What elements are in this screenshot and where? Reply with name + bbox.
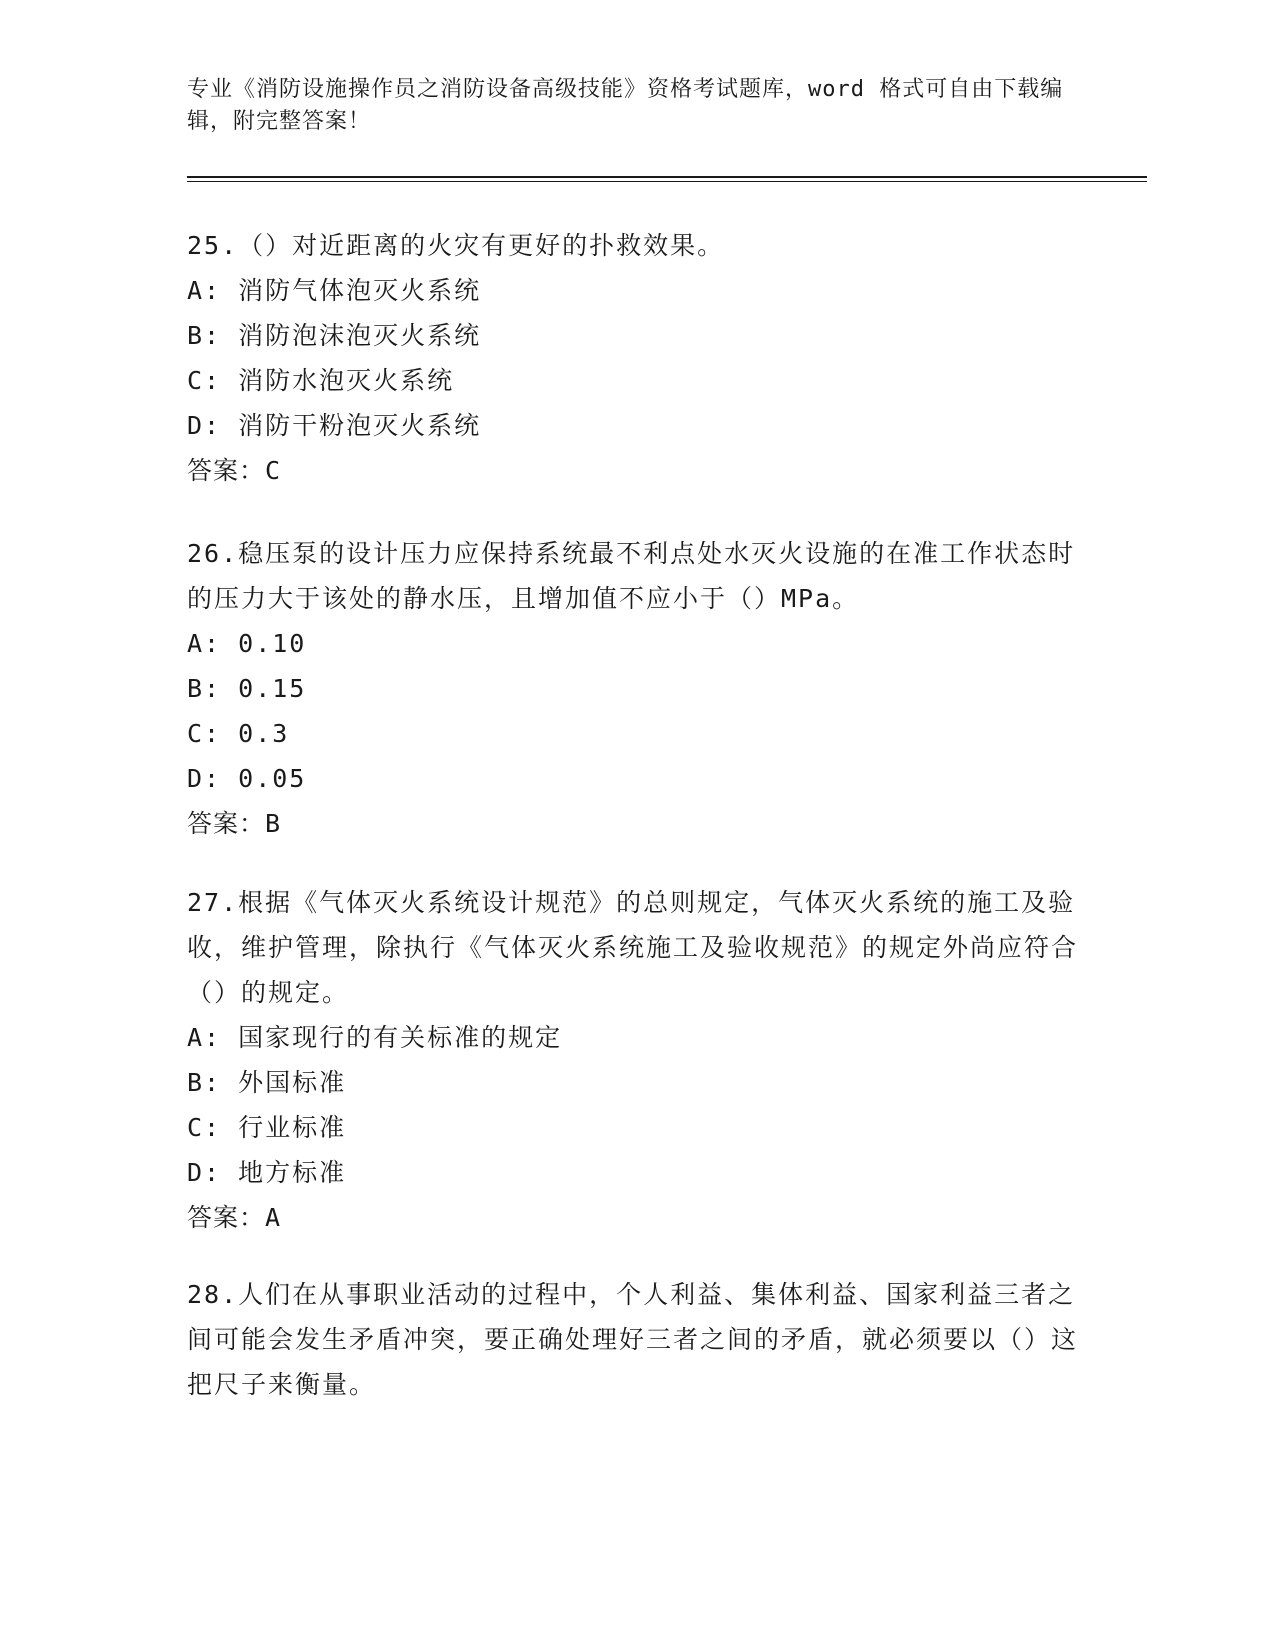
answer: 答案：B: [187, 809, 282, 838]
option-d: D: 地方标准: [187, 1158, 347, 1187]
option-a: A: 消防气体泡灭火系统: [187, 276, 482, 305]
document-header: 专业《消防设施操作员之消防设备高级技能》资格考试题库，word 格式可自由下载编辑，附完整答案！: [187, 77, 1064, 134]
answer: 答案：A: [187, 1203, 282, 1232]
question-27: [187, 880, 1087, 1240]
option-b: B: 0.15: [187, 674, 307, 703]
option-b: B: 外国标准: [187, 1068, 347, 1097]
header-divider-thin: [187, 181, 1147, 182]
question-text: 28.人们在从事职业活动的过程中，个人利益、集体利益、国家利益三者之间可能会发生矛盾冲突，要正确处理好三者之间的矛盾，就必须要以（）这把尺子来衡量。: [187, 1280, 1079, 1399]
question-text: 26.稳压泵的设计压力应保持系统最不利点处水灭火设施的在准工作状态时的压力大于该处的静水压，且增加值不应小于（）MPa。: [187, 539, 1076, 613]
option-c: C: 行业标准: [187, 1113, 347, 1142]
option-c: C: 0.3: [187, 719, 290, 748]
question-26: [187, 531, 1087, 846]
option-a: A: 国家现行的有关标准的规定: [187, 1023, 563, 1052]
question-text: 27.根据《气体灭火系统设计规范》的总则规定，气体灭火系统的施工及验收，维护管理，除执行《气体灭火系统施工及验收规范》的规定外尚应符合（）的规定。: [187, 888, 1079, 1007]
option-d: D: 消防干粉泡灭火系统: [187, 411, 482, 440]
answer: 答案：C: [187, 456, 282, 485]
option-a: A: 0.10: [187, 629, 307, 658]
question-28: [187, 1272, 1087, 1407]
question-25: [187, 223, 1087, 493]
option-d: D: 0.05: [187, 764, 307, 793]
question-text: 25.（）对近距离的火灾有更好的扑救效果。: [187, 231, 725, 260]
option-c: C: 消防水泡灭火系统: [187, 366, 455, 395]
option-b: B: 消防泡沫泡灭火系统: [187, 321, 482, 350]
header-divider-thick: [187, 176, 1147, 178]
